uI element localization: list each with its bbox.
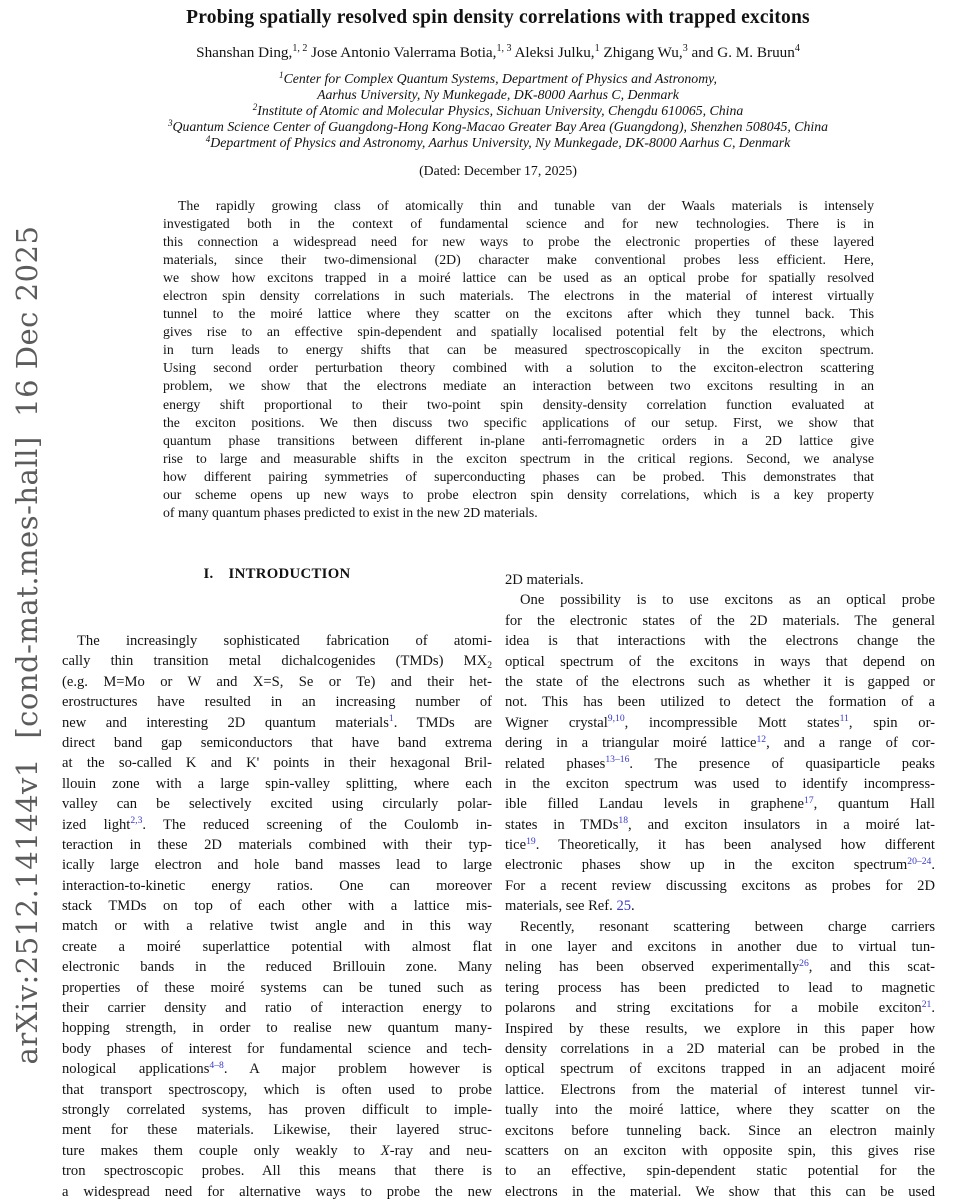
text-line: tering process has been predicted to lead to magnetic <box>505 979 935 996</box>
text-line: electronic phases show up in the exciton spectrum$^{20-24}$. <box>505 856 935 874</box>
text-line: materials, since their two-dimensional (2D) character make conventional probes less efficient. Here, <box>163 252 874 268</box>
text-line: properties of these moiré systems can be tuned such as <box>62 979 492 996</box>
text-line: in turn leads to energy shifts that can be measured spectroscopically in the exciton spectrum. <box>163 342 874 358</box>
citation-link[interactable]: 26 <box>799 958 809 970</box>
text-line: gives rise to an effective spin-dependent and spatially localised potential felt by the electrons, which <box>163 324 874 340</box>
citation-link[interactable]: 11 <box>839 713 849 725</box>
text-line: in one layer and excitons in another due to virtual tun- <box>505 939 935 956</box>
text-line: dering in a triangular moiré lattice$^{12}$, and a range of cor- <box>505 733 935 752</box>
text-line: lattice. Electrons from the material of interest tunnel vir- <box>505 1081 935 1098</box>
text-line: at the so-called K and K' points in their hexagonal Bril- <box>62 755 492 772</box>
text-line: energy shift proportional to their two-point spin density-density correlation function evaluated at <box>163 396 874 412</box>
text-line: neling has been observed experimentally$^{26}$, and this scat- <box>505 958 935 976</box>
text-line: investigated both in the context of fundamental science and for new technologies. There is in <box>163 216 874 232</box>
text-line: Aarhus University, Ny Munkegade, DK-8000 Aarhus C, Denmark <box>317 87 679 102</box>
text-line: Inspired by these results, we explore in this paper how <box>505 1020 935 1037</box>
affiliation-mark: 1 <box>594 43 600 55</box>
affiliation-mark: 4 <box>794 43 800 55</box>
reference-link[interactable]: 25 <box>616 898 632 915</box>
affiliation-mark: 2 <box>252 103 258 112</box>
text-line: llouin zone with a large spin-valley splitting, where each <box>62 775 492 792</box>
text-line: the state of the electrons such as whether it is gapped or <box>505 673 935 690</box>
text-line: $^3$Quantum Science Center of Guangdong-Hong Kong-Macao Greater Bay Area (Guangdong), Shenzhen 508045, China <box>167 119 829 134</box>
subscript: 2 <box>487 659 492 671</box>
text-line: For a recent review discussing excitons as probes for 2D <box>505 877 935 894</box>
text-line: rise to large and measurable shifts in the exciton spectrum in the critical regions. Second, we analyse <box>163 450 874 466</box>
text-line: this connection a widespread need for new ways to probe the electronic properties of these layered <box>163 234 874 250</box>
text-line: create a moiré superlattice potential with almost flat <box>62 938 492 955</box>
dated-line: (Dated: December 17, 2025) <box>419 163 577 178</box>
right-column <box>505 570 935 1202</box>
text-line: tice$^{19}$. Theoretically, it has been analysed how different <box>505 835 935 854</box>
text-line: $^2$Institute of Atomic and Molecular Physics, Sichuan University, Chengdu 610065, China <box>252 103 744 118</box>
text-line: cally thin transition metal dichalcogenides (TMDs) $MX_2$ <box>62 653 492 671</box>
text-line: we show how excitons trapped in a moiré lattice can be used as an optical probe for spatially resolved <box>163 270 874 286</box>
text-line: ment for these materials. Likewise, their layered struc- <box>62 1122 492 1139</box>
text-line: $^1$Center for Complex Quantum Systems, Department of Physics and Astronomy, <box>279 71 717 86</box>
text-line: in the exciton spectrum was used to identify incompress- <box>505 775 935 792</box>
text-line: ture makes them couple only weakly to X-ray and neu- <box>62 1142 492 1159</box>
text-line: the exciton positions. We then discuss two specific applications of our setup. First, we show that <box>163 414 874 430</box>
text-line: tunnel to the moiré lattice where they scatter on the excitons after which they tunnel back. This <box>163 306 874 322</box>
text-line: ized light$^{2,3}$. The reduced screening of the Coulomb in- <box>62 815 492 833</box>
text-line: how different pairing symmetries of superconducting phases can be probed. This demonstrates that <box>163 468 874 484</box>
arxiv-watermark: arXiv:2512.14144v1 [cond-mat.mes-hall] 16 Dec 2025 <box>10 225 44 1065</box>
text-line: ically large electron and hole band masses lead to large <box>62 857 492 874</box>
citation-link[interactable]: 12 <box>756 733 767 745</box>
text-line: The rapidly growing class of atomically thin and tunable van der Waals materials is intensely <box>178 198 874 213</box>
affiliation-mark: 3 <box>167 119 173 128</box>
author-list: Shanshan Ding,$^{1, 2}$ Jose Antonio Valerrama Botia,$^{1, 3}$ Aleksi Julku,$^1$ Zhigang Wu,$^3$ and G. M. Bruun$^4$ <box>196 43 800 61</box>
text-line: excitons before tunneling back. Since an electron mainly <box>505 1122 935 1139</box>
affiliation-mark: 1, 3 <box>496 43 512 55</box>
text-line: tron spectroscopic probes. All this means that there is <box>62 1163 492 1180</box>
text-line: Recently, resonant scattering between charge carriers <box>520 918 935 935</box>
abstract <box>163 197 874 522</box>
text-line: tually into the moiré lattice, where they scatter on the <box>505 1102 935 1119</box>
text-line: Wigner crystal$^{9,10}$, incompressible Mott states$^{11}$, spin or- <box>505 713 935 731</box>
citation-link[interactable]: 4–8 <box>209 1059 224 1071</box>
text-line: their carrier density and ratio of interaction energy to <box>62 1000 492 1017</box>
text-line: related phases$^{13-16}$. The presence of quasiparticle peaks <box>505 754 935 772</box>
citation-link[interactable]: 1 <box>388 713 394 725</box>
text-line: for the electronic states of the 2D materials. The general <box>505 612 935 629</box>
text-line: optical spectrum of the excitons in ways that depend on <box>505 653 935 670</box>
text-line: quantum phase transitions between different in-plane anti-ferromagnetic orders in a 2D lattice give <box>163 432 874 448</box>
text-line: of many quantum phases predicted to exist in the new 2D materials. <box>163 504 538 520</box>
text-line: strongly correlated systems, has proven difficult to imple- <box>62 1101 492 1118</box>
text-line: scatters on an exciton with opposite spin, this gives rise <box>505 1142 935 1159</box>
text-line: interaction-to-kinetic energy ratios. One can moreover <box>62 877 492 894</box>
text-line: stack TMDs on top of each other with a lattice mis- <box>62 898 492 915</box>
text-line: (e.g. M=Mo or W and X=S, Se or Te) and their het- <box>62 673 492 690</box>
text-line: teraction in these 2D materials combined with their typ- <box>62 836 492 853</box>
affiliations <box>60 71 936 151</box>
text-line: One possibility is to use excitons as an optical probe <box>520 592 935 609</box>
text-line: electron spin density correlations in such materials. The electrons in the material of interest virtually <box>163 288 874 304</box>
section-title: INTRODUCTION <box>228 566 351 582</box>
text-line: electrons in the material. We show that this can be used <box>505 1183 935 1200</box>
text-line: valley can be selectively excited using circularly polar- <box>62 796 492 813</box>
paper-header <box>60 0 936 179</box>
text-line: electronic bands in the reduced Brillouin zone. Many <box>62 959 492 976</box>
text-line: our scheme opens up new ways to probe electron spin density correlations, which is a key property <box>163 486 874 502</box>
citation-link[interactable]: 20–24 <box>907 856 932 868</box>
citation-link[interactable]: 13–16 <box>605 754 630 766</box>
text-line: materials, see Ref. 25. <box>505 898 635 915</box>
affiliation-mark: 1, 2 <box>292 43 308 55</box>
text-line: density correlations in a 2D material can be probed in the <box>505 1040 935 1057</box>
citation-link[interactable]: 9,10 <box>607 713 625 725</box>
text-line: ible filled Landau levels in graphene$^{17}$, quantum Hall <box>505 795 935 813</box>
text-line: polarons and string excitations for a mobile exciton$^{21}$. <box>505 998 935 1017</box>
paper-title: Probing spatially resolved spin density correlations with trapped excitons <box>186 7 810 28</box>
text-line: a widespread need for alternative ways to probe the new <box>62 1183 492 1200</box>
text-line: optical spectrum of excitons trapped in an adjacent moiré <box>505 1061 935 1078</box>
affiliation-mark: 1 <box>279 71 284 80</box>
section-number: I. <box>203 566 214 582</box>
text-line: Using second order perturbation theory combined with a solution to the exciton-electron scattering <box>163 360 874 376</box>
citation-link[interactable]: 21 <box>921 998 932 1010</box>
left-column <box>62 631 492 1202</box>
text-line: The increasingly sophisticated fabrication of atomi- <box>77 633 492 649</box>
citation-link[interactable]: 19 <box>526 835 536 847</box>
text-line: direct band gap semiconductors that have band extrema <box>62 734 492 751</box>
text-line: erostructures have resulted in an increasing number of <box>62 694 492 711</box>
citation-link[interactable]: 18 <box>618 815 629 827</box>
affiliation-mark: 4 <box>205 135 211 144</box>
text-line: idea is that interactions with the electrons change the <box>505 633 935 650</box>
text-line: hopping strength, in order to realise new quantum many- <box>62 1020 492 1037</box>
section-heading <box>62 566 492 583</box>
affiliation-mark: 3 <box>682 43 688 55</box>
text-line: $^4$Department of Physics and Astronomy, Aarhus University, Ny Munkegade, DK-8000 Aarhus C, Denmark <box>205 135 791 150</box>
text-line: not. This has been utilized to detect the formation of a <box>505 694 935 711</box>
text-line: problem, we show that the electrons mediate an interaction between two excitons resulting in an <box>163 378 874 394</box>
text-line: nological applications$^{4-8}$. A major problem however is <box>62 1059 492 1078</box>
text-line: 2D materials. <box>505 572 584 588</box>
citation-link[interactable]: 2,3 <box>130 815 143 827</box>
text-line: to an effective, spin-dependent static potential for the <box>505 1163 935 1180</box>
text-line: body phases of interest for fundamental science and tech- <box>62 1040 492 1057</box>
text-line: new and interesting 2D quantum materials$^1$. TMDs are <box>62 713 492 731</box>
text-line: states in TMDs$^{18}$, and exciton insulators in a moiré lat- <box>505 815 935 833</box>
text-line: match or with a relative twist angle and in this way <box>62 918 492 935</box>
text-line: that transport spectroscopy, which is often used to probe <box>62 1081 492 1098</box>
citation-link[interactable]: 17 <box>804 795 814 806</box>
